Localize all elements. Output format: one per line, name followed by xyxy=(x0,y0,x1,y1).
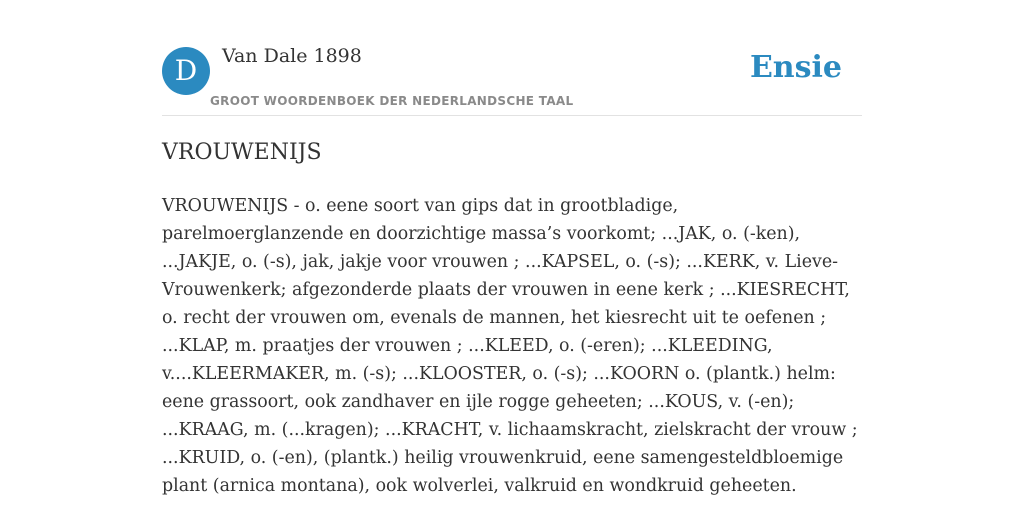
source-avatar[interactable]: D xyxy=(162,47,210,95)
source-header xyxy=(162,0,862,116)
entry-card xyxy=(162,0,862,512)
entry-headword: VROUWENIJS xyxy=(162,140,322,165)
brand-logo[interactable]: Ensie xyxy=(749,50,842,85)
entry-definition: VROUWENIJS - o. eene soort van gips dat in grootbladige, parelmoerglanzende en doorzichtige massa’s voorkomt; ...JAK, o. (-ken), ...JAKJE, o. (-s), jak, jakje voor vrouwen ; ...KAPSEL, o. (-s); ...KERK, v. Lieve-Vrouwenkerk; afgezonderde plaats der vrouwen in eene kerk ; ...KIESRECHT, o. recht der vrouwen om, evenals de mannen, het kiesrecht uit te oefenen ; ...KLAP, m. praatjes der vrouwen ; ...KLEED, o. (-eren); ...KLEEDING, v....KLEERMAKER, m. (-s); ...KLOOSTER, o. (-s); ...KOORN o. (plantk.) helm: eene grassoort, ook zandhaver en ijle rogge geheeten; ...KOUS, v. (-en); ...KRAAG, m. (...kragen); ...KRACHT, v. lichaamskracht, zielskracht der vrouw ; ...KRUID, o. (-en), (plantk.) heilig vrouwenkruid, eene samengesteldbloemige plant (arnica montana), ook wolverlei, valkruid en wondkruid geheeten. xyxy=(162,196,858,496)
source-subtitle: GROOT WOORDENBOEK DER NEDERLANDSCHE TAAL xyxy=(210,94,574,108)
source-title[interactable]: Van Dale 1898 xyxy=(222,45,362,67)
